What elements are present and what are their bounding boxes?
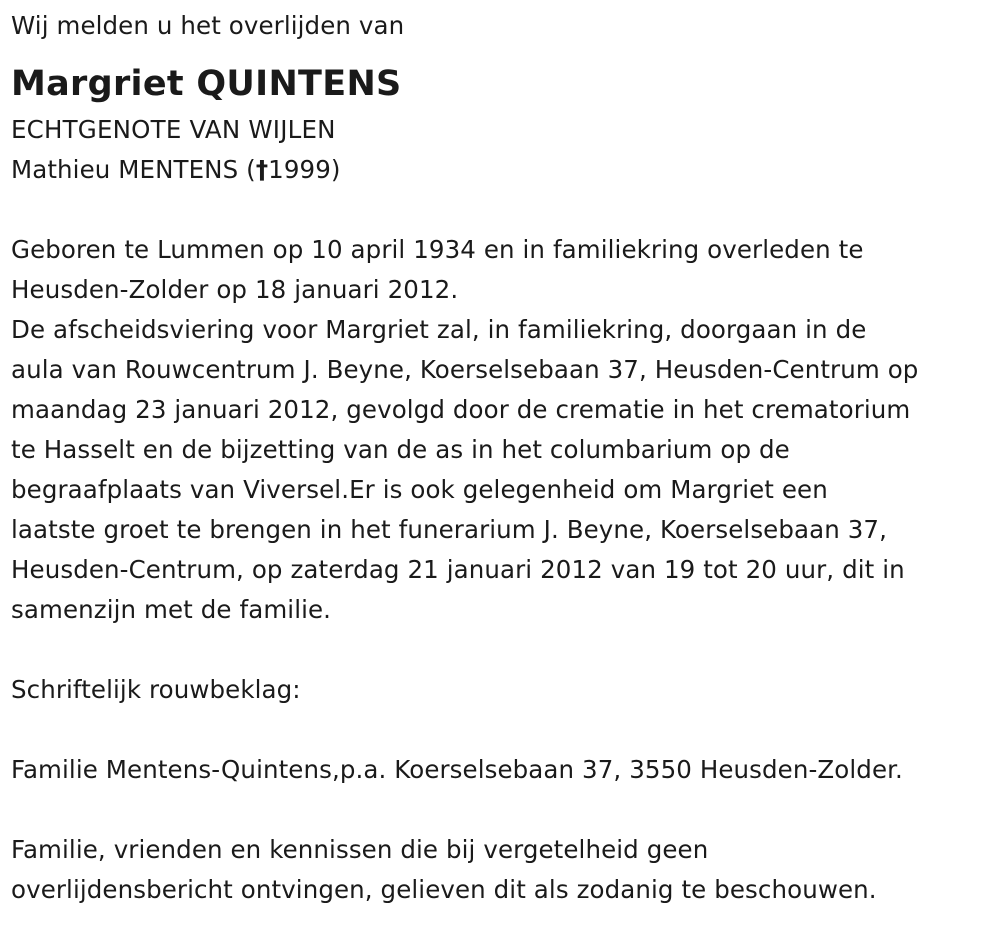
spouse-death-year: 1999) <box>268 155 341 184</box>
body-line: Heusden-Zolder op 18 januari 2012. <box>11 275 459 304</box>
body-line: aula van Rouwcentrum J. Beyne, Koerselsebaan 37, Heusden-Centrum op <box>11 355 919 384</box>
closing-line: overlijdensbericht ontvingen, gelieven dit als zodanig te beschouwen. <box>11 875 877 904</box>
deceased-name: Margriet QUINTENS <box>11 64 402 104</box>
closing-line: Familie, vrienden en kennissen die bij vergetelheid geen <box>11 835 709 864</box>
cross-icon: † <box>255 155 269 184</box>
spacer <box>11 630 991 670</box>
spacer <box>11 790 991 830</box>
body-line: Heusden-Centrum, op zaterdag 21 januari 2012 van 19 tot 20 uur, dit in <box>11 555 905 584</box>
body-paragraph <box>11 230 991 630</box>
body-line: begraafplaats van Viversel.Er is ook gelegenheid om Margriet een <box>11 475 828 504</box>
condolence-address: Familie Mentens-Quintens,p.a. Koerselsebaan 37, 3550 Heusden-Zolder. <box>11 755 903 784</box>
body-line: maandag 23 januari 2012, gevolgd door de crematie in het crematorium <box>11 395 911 424</box>
body-line: laatste groet te brengen in het funerarium J. Beyne, Koerselsebaan 37, <box>11 515 888 544</box>
death-notice <box>11 6 991 910</box>
spouse-name: Mathieu MENTENS ( <box>11 155 256 184</box>
closing-paragraph <box>11 830 991 910</box>
body-line: samenzijn met de familie. <box>11 595 332 624</box>
body-line: te Hasselt en de bijzetting van de as in het columbarium op de <box>11 435 790 464</box>
spouse-title: ECHTGENOTE VAN WIJLEN <box>11 115 336 144</box>
body-line: De afscheidsviering voor Margriet zal, in familiekring, doorgaan in de <box>11 315 867 344</box>
spouse-line <box>11 150 991 190</box>
intro-text: Wij melden u het overlijden van <box>11 11 405 40</box>
condolence-heading: Schriftelijk rouwbeklag: <box>11 675 301 704</box>
spacer <box>11 190 991 230</box>
body-line: Geboren te Lummen op 10 april 1934 en in familiekring overleden te <box>11 235 864 264</box>
spacer <box>11 710 991 750</box>
